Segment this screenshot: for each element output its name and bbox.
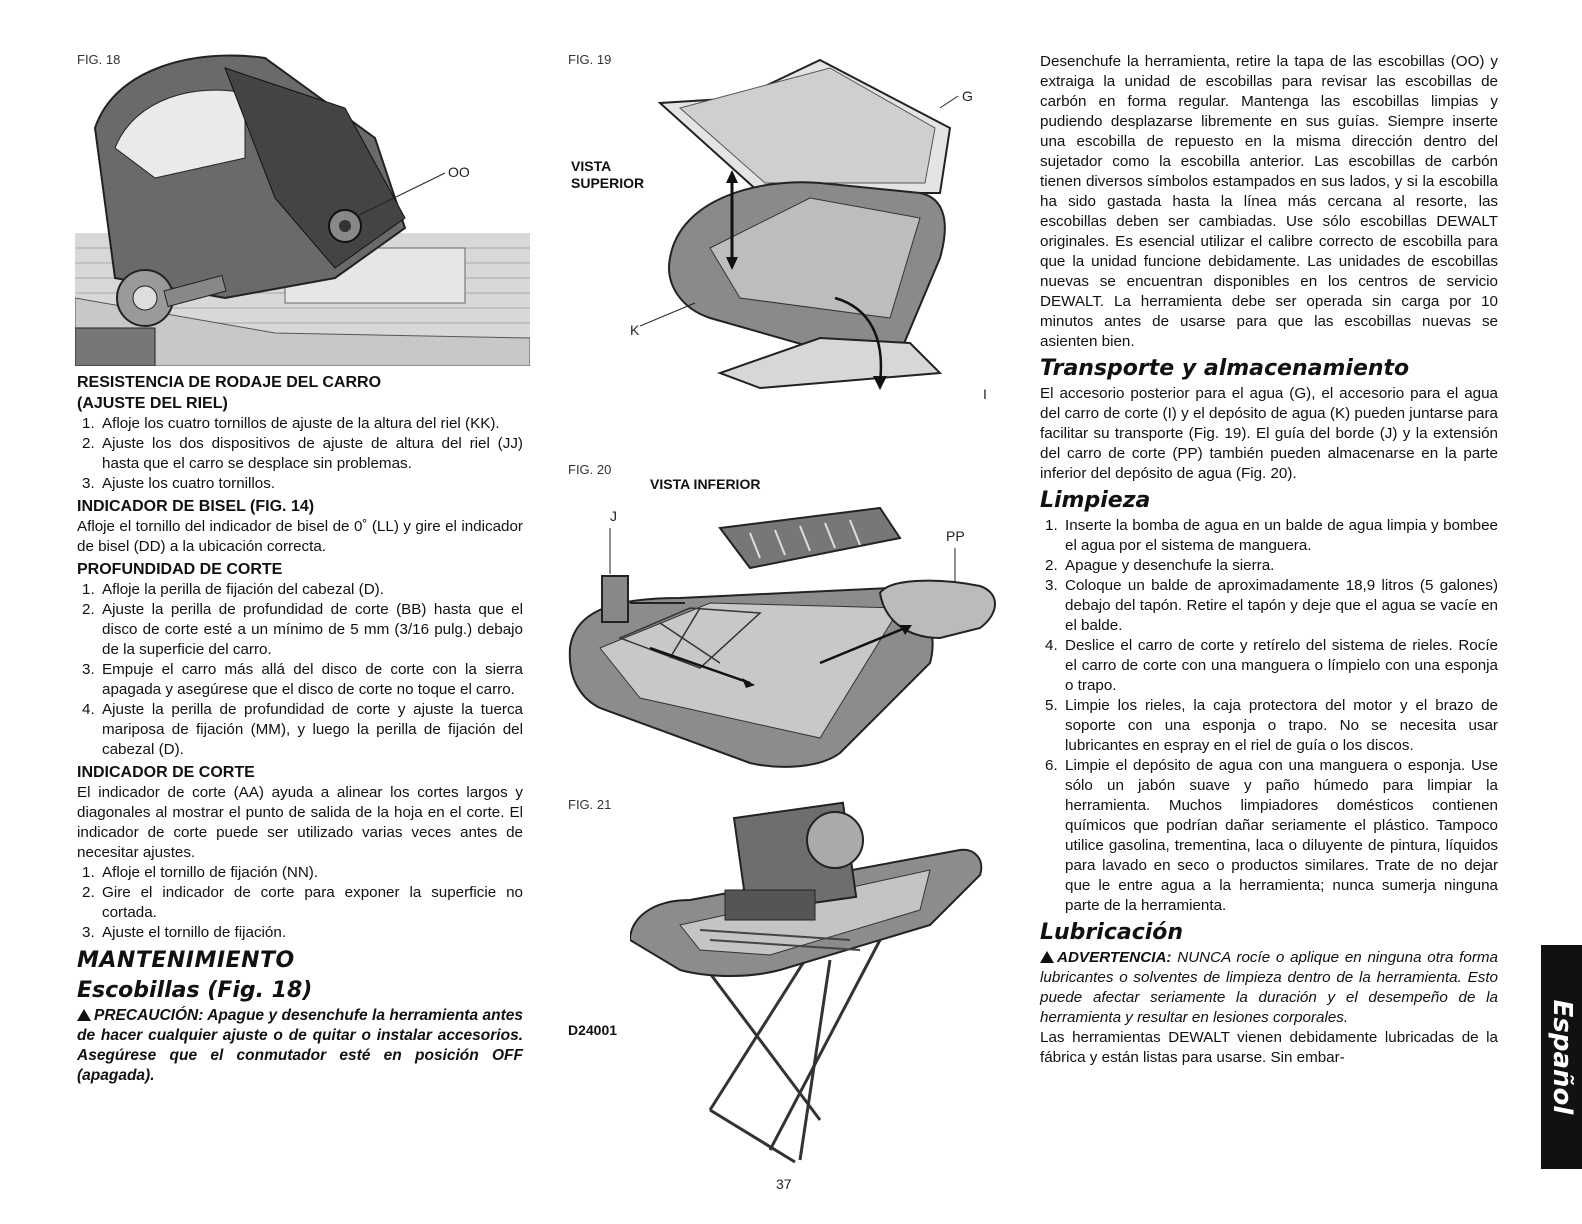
fig20-label: FIG. 20 [568, 462, 612, 477]
advertencia-text: ADVERTENCIA: NUNCA rocíe o aplique en ninguna otra forma lubricantes o solventes de limpieza dentro de la herramienta. Esto puede afectar seriamente la duración y el desempeño de la herramienta y resultar en lesiones corporales. [1040, 949, 1498, 1026]
callout-i: I [983, 386, 987, 402]
list-item: 4. Ajuste la perilla de profundidad de corte y ajuste la tuerca mariposa de fijación (MM), y luego la perilla de fijación del cabezal (D). [82, 701, 523, 758]
heading-mantenimiento: MANTENIMIENTO [77, 948, 295, 973]
heading-indicador: INDICADOR DE CORTE [77, 764, 255, 781]
list-item: 6. Limpie el depósito de agua con una manguera o esponja. Use sólo un jabón suave y paño húmedo para limpiar la herramienta. Muchos limpiadores domésticos contienen químicos que podrían dañar seriamente el plástico. Tampoco utilice gasolina, trementina, laca o diluyente de pintura, líquidos para lavado en seco o productos similares. Trate de no dejar que le entre agua a la herramienta; nunca sumerja ninguna parte de la herramienta. [1045, 757, 1498, 914]
list-item: 1. Afloje el tornillo de fijación (NN). [82, 864, 319, 881]
precaucion-text: PRECAUCIÓN: Apague y desenchufe la herramienta antes de hacer cualquier ajuste o de quitar o instalar accesorios. Asegúrese que el conmutador esté en posición OFF (apagada). [77, 1007, 523, 1084]
list-item: 2. Ajuste la perilla de profundidad de corte (BB) hasta que el disco de corte esté a un mínimo de 5 mm (3/16 pulg.) debajo de la superficie del carro. [82, 601, 523, 658]
fig21-label: FIG. 21 [568, 797, 612, 812]
list-item: 2. Gire el indicador de corte para exponer la superficie no cortada. [82, 884, 523, 921]
list-item: 3. Ajuste los cuatro tornillos. [82, 475, 276, 492]
heading-limpieza: Limpieza [1040, 488, 1151, 513]
model-label: D24001 [568, 1022, 618, 1038]
resistencia-steps [77, 414, 523, 494]
callout-oo: OO [448, 164, 470, 180]
callout-k: K [630, 322, 640, 338]
fig18-illustration [75, 48, 530, 366]
lubricacion-text: Las herramientas DEWALT vienen debidamente lubricadas de la fábrica y están listas para usarse. Sin embar- [1040, 1029, 1498, 1066]
language-tab: Español [1541, 945, 1582, 1169]
vista-superior-label: VISTA SUPERIOR [571, 158, 645, 191]
list-item: 3. Empuje el carro más allá del disco de corte con la sierra apagada y asegúrese que el disco de corte no toque el carro. [82, 661, 523, 698]
fig19-illustration [640, 58, 960, 403]
indicador-steps [77, 863, 523, 943]
page-number: 37 [776, 1176, 792, 1192]
list-item: 5. Limpie los rieles, la caja protectora del motor y el brazo de soporte con una esponja o trapo. No se necesita usar lubricantes en espray en el riel de guía o los discos. [1045, 697, 1498, 754]
list-item: 2. Apague y desenchufe la sierra. [1045, 557, 1275, 574]
fig19-label: FIG. 19 [568, 52, 612, 67]
fig18-label: FIG. 18 [77, 52, 121, 67]
list-item: 3. Coloque un balde de aproximadamente 18,9 litros (5 galones) debajo del tapón. Retire el tapón y deje que el agua se vacíe en el balde. [1045, 577, 1498, 634]
list-item: 1. Afloje los cuatro tornillos de ajuste de la altura del riel (KK). [82, 415, 500, 432]
warning-icon [1040, 951, 1054, 963]
list-item: 1. Afloje la perilla de fijación del cabezal (D). [82, 581, 384, 598]
escobillas-text: Desenchufe la herramienta, retire la tapa de las escobillas (OO) y extraiga la unidad de escobillas para revisar las escobillas de carbón en forma regular. Mantenga las escobillas limpias y pudiendo desplazarse libremente en sus guías. Siempre inserte una escobilla de repuesto en la misma dirección dentro del sujetador como la escobilla anterior. Las escobillas de carbón tienen diversos símbolos estampados en sus lados, y si la escobilla ha sido gastada hasta la línea más cercana al resorte, las escobillas deben ser cambiadas. Use sólo escobillas DEWALT originales. Es esencial utilizar el calibre correcto de escobilla para que la unidad funcione debidamente. Las unidades de escobillas nuevas se encuentran disponibles en los centros de servicio DEWALT. La herramienta debe ser operada sin carga por 10 minutos antes de usarse para que las escobillas nuevas se asienten bien. [1040, 53, 1498, 350]
limpieza-steps [1040, 516, 1498, 916]
callout-g: G [962, 88, 973, 104]
heading-transporte: Transporte y almacenamiento [1040, 356, 1410, 381]
list-item: 2. Ajuste los dos dispositivos de ajuste de altura del riel (JJ) hasta que el carro se desplace sin problemas. [82, 435, 523, 472]
list-item: 4. Deslice el carro de corte y retírelo del sistema de rieles. Rocíe el carro de corte con una manguera o límpielo con una esponja o trapo. [1045, 637, 1498, 694]
indicador-text: El indicador de corte (AA) ayuda a alinear los cortes largos y diagonales al mostrar el punto de salida de la hoja en el corte. El indicador de corte puede ser utilizado varias veces antes de necesitar ajustes. [77, 784, 523, 861]
fig20-illustration [560, 488, 1000, 773]
list-item: 1. Inserte la bomba de agua en un balde de agua limpia y bombee el agua por el sistema de manguera. [1045, 517, 1498, 554]
profundidad-steps [77, 580, 523, 760]
transporte-text: El accesorio posterior para el agua (G), el accesorio para el agua del carro de corte (I) y el depósito de agua (K) pueden juntarse para facilitar su transporte (Fig. 19). El guía del borde (J) y la extensión del carro de corte (PP) también pueden almacenarse en la parte inferior del depósito de agua (Fig. 20). [1040, 385, 1498, 482]
heading-profundidad: PROFUNDIDAD DE CORTE [77, 561, 283, 578]
vista-inferior-label: VISTA INFERIOR [650, 476, 761, 492]
right-column [1040, 52, 1498, 1068]
heading-resistencia-1: RESISTENCIA DE RODAJE DEL CARRO [77, 374, 382, 391]
bisel-text: Afloje el tornillo del indicador de bisel de 0˚ (LL) y gire el indicador de bisel (DD) a la ubicación correcta. [77, 518, 523, 555]
heading-bisel: INDICADOR DE BISEL (FIG. 14) [77, 498, 315, 515]
heading-lubricacion: Lubricación [1040, 920, 1184, 945]
heading-escobillas: Escobillas (Fig. 18) [77, 978, 313, 1003]
list-item: 3. Ajuste el tornillo de fijación. [82, 924, 287, 941]
heading-resistencia-2: (AJUSTE DEL RIEL) [77, 395, 228, 412]
callout-pp: PP [946, 528, 965, 544]
warning-icon [77, 1009, 91, 1021]
fig21-illustration [630, 790, 990, 1170]
left-column [77, 372, 523, 1086]
callout-j: J [610, 508, 617, 524]
